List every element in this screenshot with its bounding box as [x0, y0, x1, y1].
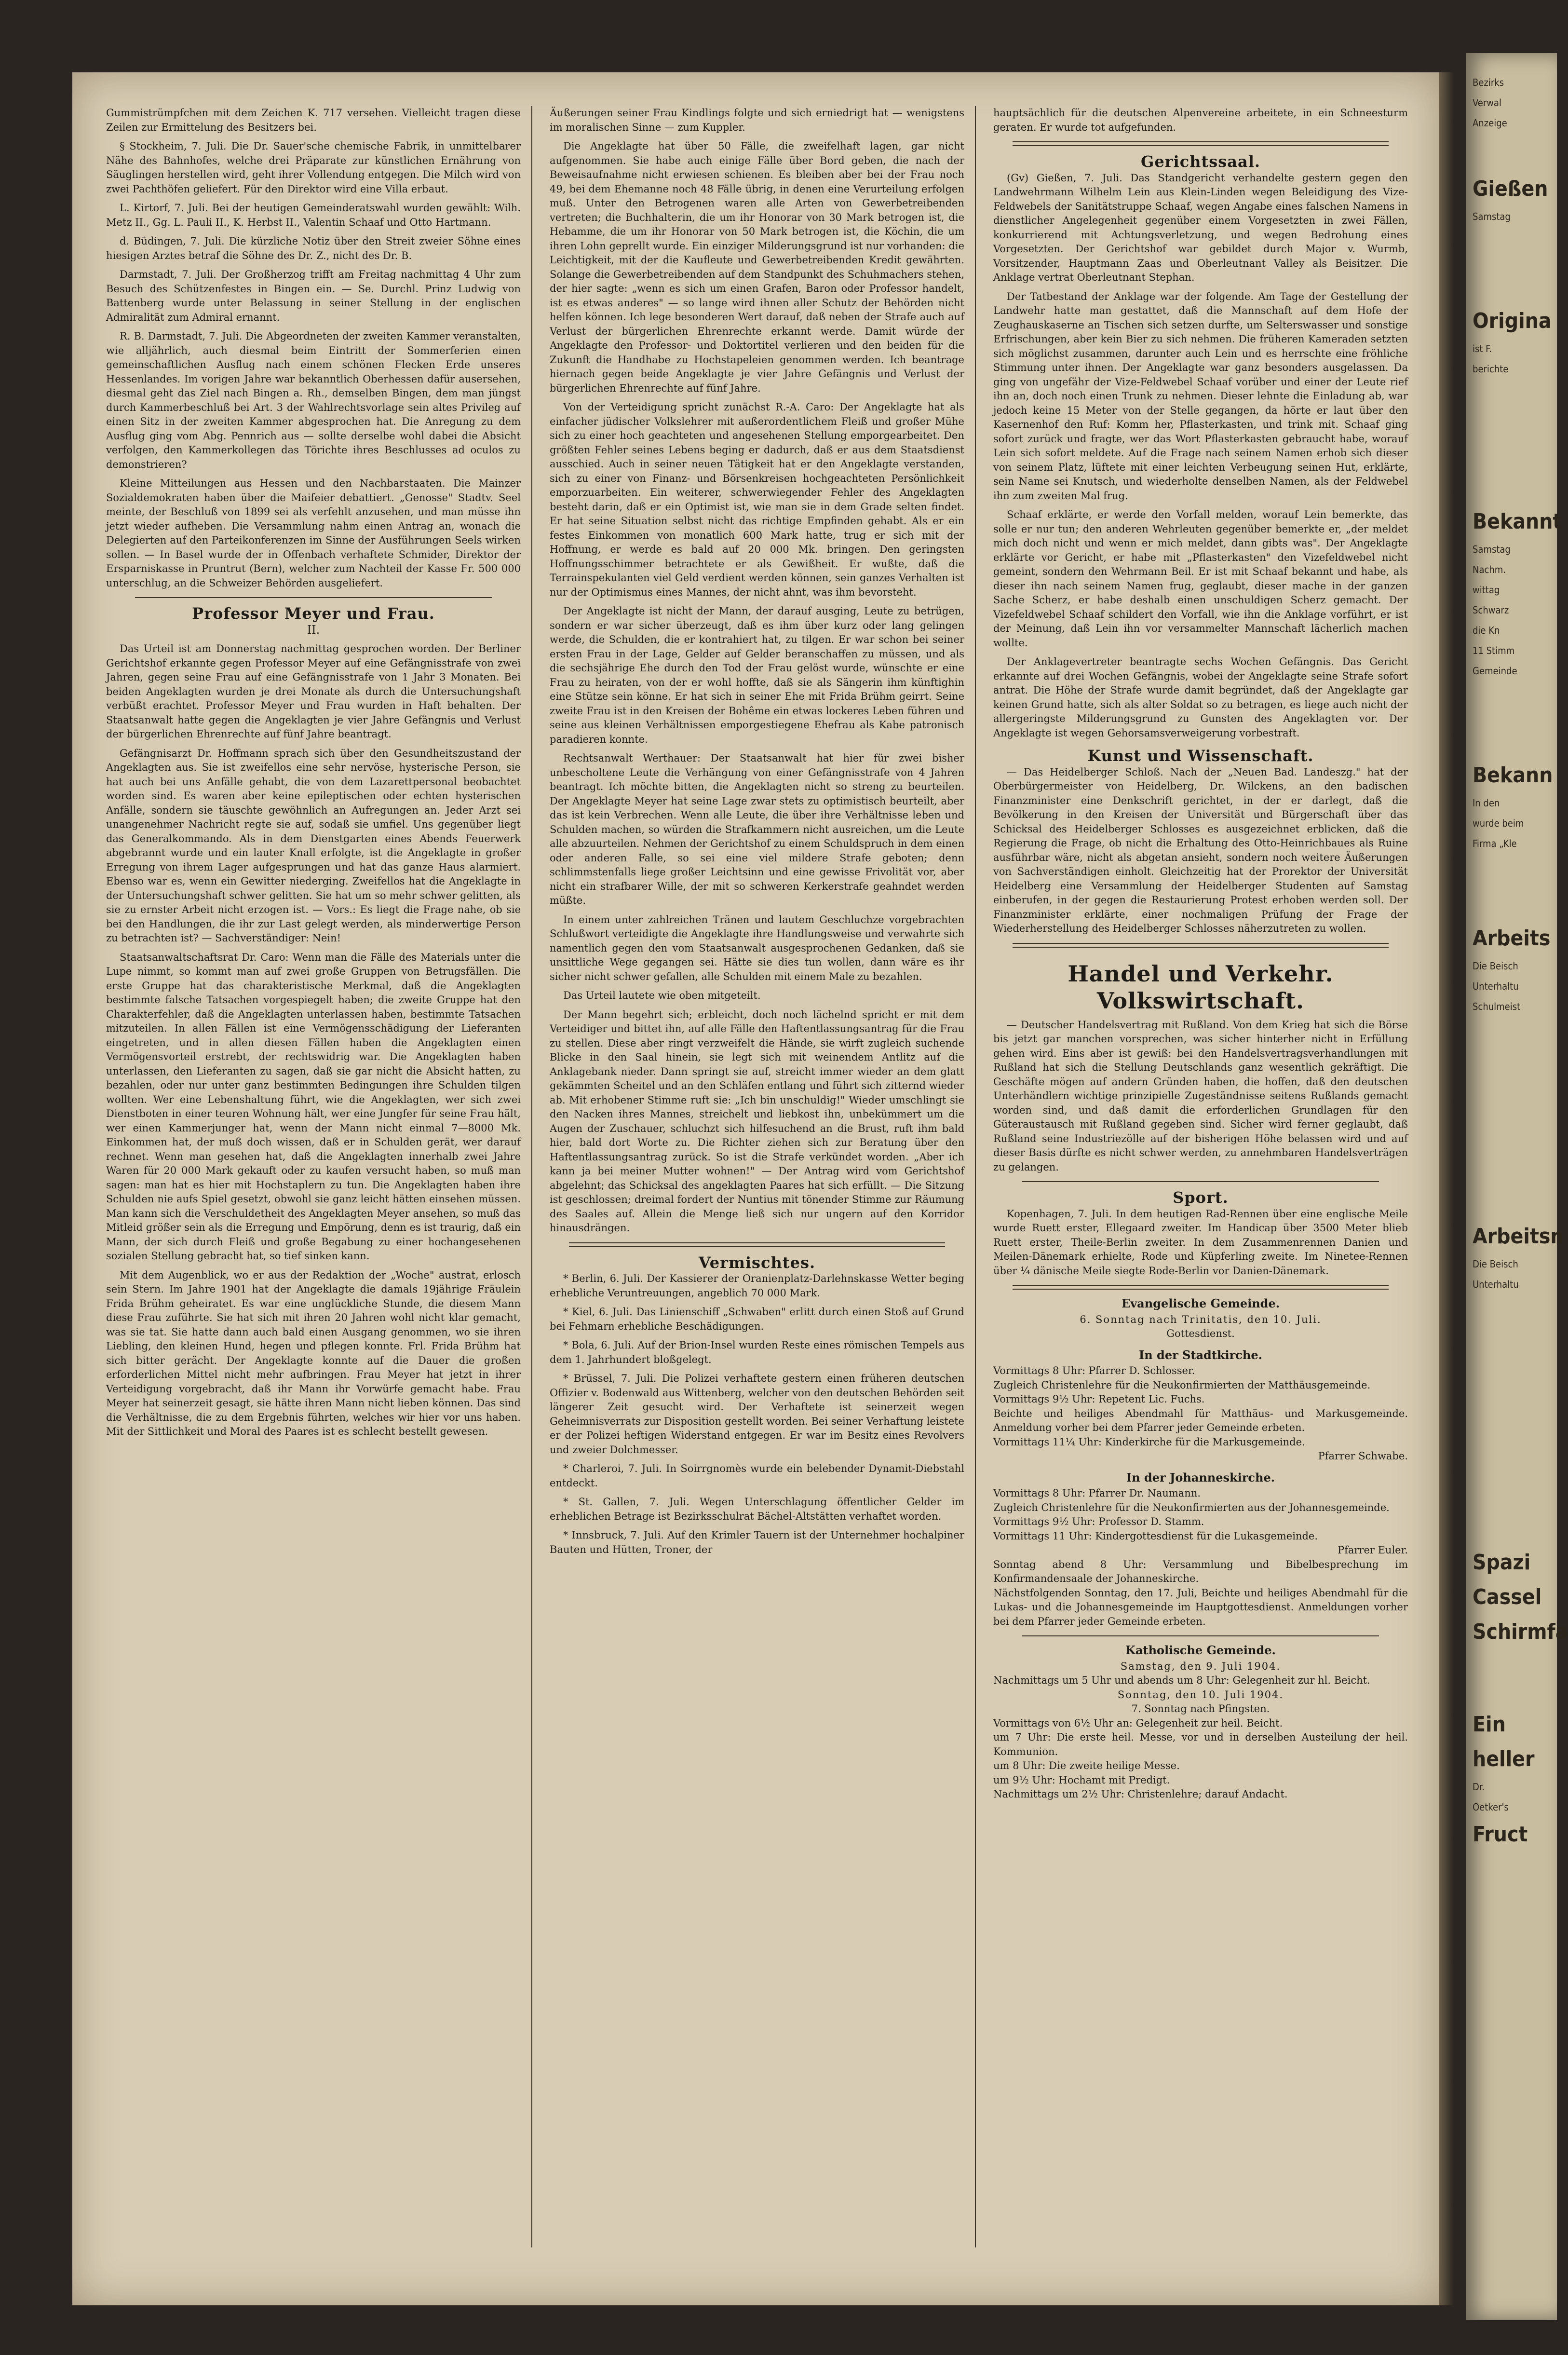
adjacent-page-edge: [1466, 53, 1568, 2320]
article-paragraph: — Deutscher Handelsvertrag mit Rußland. Von dem Krieg hat sich die Börse bis jetzt gar manchen vorsprechen, was sicher hinterher nicht in Erfüllung gehen wird. Eins aber ist gewiß: bei den Handelsvertragsverhandlungen mit Rußland hat sich die Stellung Deutschlands ganz wesentlich gekräftigt. Die Geschäfte mögen auf andern Gründen haben, die hoffen, daß den deutschen Unterhändlern wichtige prinzipielle Zugeständnisse seitens Rußlands gemacht worden sind, und daß damit die erforderlichen Grundlagen für den Güteraustausch mit Rußland gegeben sind. Sicher wird ferner geglaubt, daß Rußland seine Industriezölle auf der bisherigen Höhe belassen wird und auf dieser Basis dürfte es nicht schwer werden, zu annehmbaren Handelsverträgen zu gelangen.: [993, 1019, 1408, 1173]
news-item: § Stockheim, 7. Juli. Die Dr. Sauer'sche chemische Fabrik, in unmittelbarer Nähe des Bahnhofes, welche drei Präparate zur künstlichen Ernährung von Säuglingen herstellen wird, geht ihrer Vollendung entgegen. Die Milch wird von zwei Pachthöfen geliefert. Für den Direktor wird eine Villa erbaut.: [106, 140, 521, 195]
news-item: * Innsbruck, 7. Juli. Auf den Krimler Tauern ist der Unternehmer hochalpiner Bauten und Hütten, Troner, der: [550, 1529, 964, 1555]
fragment: ist F.: [1473, 343, 1492, 354]
news-item: * Bola, 6. Juli. Auf der Brion-Insel wurden Reste eines römischen Tempels aus dem 1. Jahrhundert bloßgelegt.: [550, 1339, 964, 1365]
column-2: [550, 106, 964, 1562]
section-title: Gerichtssaal.: [1140, 152, 1261, 171]
fragment: die Kn: [1473, 625, 1500, 636]
article-part: II.: [307, 623, 320, 637]
fragment: Dr.: [1473, 1781, 1485, 1793]
section-title: Sport.: [1173, 1188, 1229, 1207]
article-paragraph: Staatsanwaltschaftsrat Dr. Caro: Wenn man die Fälle des Materials unter die Lupe nimmt, so kommt man auf zwei große Gruppen von Betrugsfällen. Die erste Gruppe hat das charakteristische Merkmal, daß die Angeklagten bestimmte falsche Tatsachen vorgespiegelt haben; die zweite Gruppe hat den Charakterfehler, daß die Angeklagten unterlassen haben, bestimmte Tatsachen mitzuteilen. In allen Fällen ist eine Vermögensschädigung der Lieferanten eingetreten, und in allen diesen Fällen haben die Angeklagten einen Vermögensvorteil erstrebt, der rechtswidrig war. Die Angeklagten haben unterlassen, den Lieferanten zu sagen, daß sie gar nicht die Absicht hatten, zu bezahlen, oder nur unter ganz bestimmten Bedingungen ihre Schulden tilgen wollten. Wer eine Lebenshaltung führt, wie die Angeklagten, wer sich zwei Dienstboten in einer teuren Wohnung hält, wer eine Jungfer für seine Frau hält, wer einen Kammerjunger hat, wenn der Mann nicht einmal 7—8000 Mk. Einkommen hat, der muß doch wissen, daß er in Schulden gerät, wer darauf rechnet. Wenn man gesehen hat, daß die Angeklagten innerhalb zwei Jahre Waren für 20 000 Mark gekauft oder zu kaufen versucht haben, so muß man sagen: man hat es hier mit Hochstaplern zu tun. Die Angeklagten haben ihre Schulden nie aufs Spiel gesetzt, obwohl sie ganz leicht hätten einsehen müssen. Man kann sich die Verschuldetheit des Angeklagten Meyer ansehen, so muß das Mitleid größer sein als die Erregung und Empörung, denn es ist traurig, daß ein Mann, der sich durch Fleiß und große Begabung zu einer hochangesehenen sozialen Stellung gebracht hat, so tief sinken kann.: [106, 951, 521, 1262]
fragment: Bezirks: [1473, 77, 1504, 88]
church-line: Pfarrer Euler.: [1337, 1544, 1408, 1556]
news-item: * Kiel, 6. Juli. Das Linienschiff „Schwaben" erlitt durch einen Stoß auf Grund bei Fehmarn erhebliche Beschädigungen.: [550, 1306, 964, 1332]
church-line: Zugleich Christenlehre für die Neukonfirmierten aus der Johannesgemeinde.: [993, 1501, 1390, 1513]
church-line: Zugleich Christenlehre für die Neukonfirmierten der Matthäusgemeinde.: [993, 1379, 1371, 1391]
church-title: Evangelische Gemeinde.: [1121, 1296, 1280, 1310]
fragment: Die Beisch: [1473, 960, 1518, 972]
newspaper-page: [72, 72, 1439, 2305]
article-paragraph: Der Tatbestand der Anklage war der folgende. Am Tage der Gestellung der Landwehr hatte man gestattet, daß die Mannschaft auf dem Hofe der Zeughauskaserne an Tischen sich setzen durfte, um Selterswasser und sonstige Erfrischungen, aber kein Bier zu sich nehmen. Die früheren Kameraden setzten sich möglichst zusammen, darunter auch Lein und es herrschte eine fröhliche Stimmung unter ihnen. Der Angeklagte war ganz besonders ausgelassen. Da ging von ungefähr der Vize-Feldwebel Schaaf vorüber und einer der Leute rief ihn an, doch noch einen Trunk zu nehmen. Dieser lehnte die Einladung ab, war jedoch keine 15 Meter von der Stelle gegangen, da hörte er laut über den Kasernenhof den Ruf: Komm her, Pflasterkasten, und trink mit. Schaaf ging sofort zurück und fragte, wer das Wort Pflasterkasten gebraucht habe, worauf Lein sich sofort meldete. Auf die Frage nach seinem Namen erhob sich dieser von seinem Platz, lüftete mit einer leichten Verbeugung seinen Hut, erklärte, sein Name sei Knutsch, und wiederholte denselben Namen, als der Feldwebel ihn zum zweiten Mal frug.: [993, 290, 1408, 502]
article-paragraph: Das Urteil ist am Donnerstag nachmittag gesprochen worden. Der Berliner Gerichtshof erkannte gegen Professor Meyer auf eine Gefängnisstrafe von zwei Jahren, gegen seine Frau auf eine Gefängnisstrafe von 1 Jahr 3 Monaten. Bei beiden Angeklagten wurden je drei Monate als durch die Untersuchungshaft verbüßt erachtet. Professor Meyer und Frau wurden in Haft behalten. Der Staatsanwalt hatte gegen die Angeklagten je vier Jahre Gefängnis und Verlust der bürgerlichen Ehrenrechte auf fünf Jahre beantragt.: [106, 643, 521, 740]
divider: [1013, 141, 1389, 146]
fragment: Gießen: [1473, 177, 1548, 201]
fragment: Oetker's: [1473, 1801, 1509, 1813]
news-item: hauptsächlich für die deutschen Alpenvereine arbeitete, in ein Schneesturm geraten. Er wurde tot aufgefunden.: [993, 107, 1408, 133]
church-subtitle: Gottesdienst.: [1166, 1328, 1235, 1339]
fragment: Die Beisch: [1473, 1258, 1518, 1270]
church-line: Vormittags 9½ Uhr: Professor D. Stamm.: [993, 1516, 1204, 1527]
church-line: Vormittags 8 Uhr: Pfarrer D. Schlosser.: [993, 1365, 1195, 1376]
fragment: Ein: [1473, 1712, 1506, 1737]
fragment: berichte: [1473, 363, 1509, 375]
church-line: Vormittags 11 Uhr: Kindergottesdienst für die Lukasgemeinde.: [993, 1530, 1318, 1542]
news-item: Kleine Mitteilungen aus Hessen und den Nachbarstaaten. Die Mainzer Sozialdemokraten haben über die Maifeier debattiert. „Genosse" Stadtv. Seel meinte, der Beschluß von 1899 sei als verfehlt anzusehen, und man müsse ihn jetzt wieder aufheben. Die Versammlung nahm einen Antrag an, wonach die Delegierten auf den Parteikonferenzen im Sinne der Ausführungen Seels wirken sollen. — In Basel wurde der in Offenbach verhaftete Schmider, Direktor der Ersparniskasse in Pruntrut (Bern), welcher zum Nachteil der Kasse Fr. 500 000 unterschlug, an die Schweizer Behörden ausgeliefert.: [106, 477, 521, 589]
fragment: Nachm.: [1473, 564, 1506, 575]
fragment: Fruct: [1473, 1822, 1528, 1847]
church-subtitle: In der Johanneskirche.: [1126, 1470, 1275, 1484]
section-title: Handel und Verkehr. Volkswirtschaft.: [1068, 960, 1334, 1014]
article-title: Professor Meyer und Frau.: [192, 604, 435, 623]
fragment: Gemeinde: [1473, 665, 1517, 677]
divider: [1022, 1635, 1379, 1636]
church-line: Vormittags 8 Uhr: Pfarrer Dr. Naumann.: [993, 1487, 1201, 1499]
divider: [1022, 1181, 1379, 1182]
article-paragraph: Von der Verteidigung spricht zunächst R.-A. Caro: Der Angeklagte hat als einfacher jüdischer Volkslehrer mit außerordentlichem Fleiß und großer Mühe sich zu einer hoch geachteten und angesehenen Stellung emporgearbeitet. Den größten Fehler seines Lebens beging er dadurch, daß er aus dem Staatsdienst ausschied. Auch in seiner neuen Tätigkeit hat er den Angeklagte verstanden, sich zu einer von Finanz- und Börsenkreisen hochgeachteten Persönlichkeit emporzuarbeiten. Ein weiterer, schwerwiegender Fehler des Angeklagten besteht darin, daß er ein Optimist ist, wie man sie in dem Grade selten findet. Er hat seine Situation selbst nicht das richtige Empfinden gehabt. Als er ein festes Einkommen von monatlich 600 Mark hatte, trug er sich mit der Hoffnung, er werde es bald auf 20 000 Mk. bringen. Den geringsten Hoffnungsschimmer betrachtete er als Gewißheit. Er wußte, daß die Terrainspekulanten viel Geld verdient werden können, sein ganzes Verhalten ist nur der Optimismus eines Mannes, der nicht ahnt, was ihm bevorsteht.: [550, 401, 964, 598]
fragment: Schwarz: [1473, 604, 1509, 616]
news-item: * St. Gallen, 7. Juli. Wegen Unterschlagung öffentlicher Gelder im erheblichen Betrage ist Bezirksschulrat Bächel-Altstätten verhaftet worden.: [550, 1496, 964, 1522]
fragment: Samstag: [1473, 211, 1511, 222]
divider: [1013, 943, 1389, 948]
article-paragraph: Kopenhagen, 7. Juli. In dem heutigen Rad-Rennen über eine englische Meile wurde Ruett erster, Ellegaard zweiter. Im Handicap über 3500 Meter blieb Ruett erster, Theile-Berlin zweiter. In dem Zusammenrennen Danien und Meilen-Dänemark erhielte, Rode und Küpferling zweite. Im Ninetee-Rennen über ¼ dänische Meile siegte Rode-Berlin vor Danien-Dänemark.: [993, 1208, 1408, 1277]
column-3: [993, 106, 1408, 1802]
fragment: Bekann: [1473, 763, 1553, 788]
article-paragraph: Äußerungen seiner Frau Kindlings folgte und sich erniedrigt hat — wenigstens im moralischen Sinne — zum Kuppler.: [550, 107, 964, 133]
fragment: Arbeits: [1473, 926, 1551, 951]
church-line: Nachmittags um 2½ Uhr: Christenlehre; darauf Andacht.: [993, 1788, 1288, 1800]
church-line: um 8 Uhr: Die zweite heilige Messe.: [993, 1760, 1180, 1771]
church-line: Vormittags 11¼ Uhr: Kinderkirche für die Markusgemeinde.: [993, 1436, 1305, 1448]
article-paragraph: In einem unter zahlreichen Tränen und lautem Geschluchze vorgebrachten Schlußwort verteidigte die Angeklagte ihre Handlungsweise und verwahrte sich namentlich gegen den vom Staatsanwalt ausgesprochenen Gedanken, daß sie unsittliche Wege gegangen sei. Hätte sie dies tun wollen, dann wäre es ihr sicher nicht schwer gefallen, alle Schulden mit einem Male zu bezahlen.: [550, 913, 964, 982]
news-item: Gummistrümpfchen mit dem Zeichen K. 717 versehen. Vielleicht tragen diese Zeilen zur Ermittelung des Besitzers bei.: [106, 107, 521, 133]
church-line: Vormittags von 6½ Uhr an: Gelegenheit zur heil. Beicht.: [993, 1717, 1283, 1729]
fragment: Schirmfa: [1473, 1620, 1568, 1644]
article-paragraph: Der Anklagevertreter beantragte sechs Wochen Gefängnis. Das Gericht erkannte auf drei Wochen Gefängnis, wobei der Angeklagte seine Strafe sofort antrat. Die Höhe der Strafe wurde damit begründet, daß der Angeklagte gar keinen Grund hatte, sich als alter Soldat so zu betragen, es liege auch nicht der allergeringste Milderungsgrund zu Gunsten des Angeklagten vor. Der Angeklagte ist wegen Gehorsamsverweigerung vorbestraft.: [993, 656, 1408, 739]
article-paragraph: Mit dem Augenblick, wo er aus der Redaktion der „Woche" austrat, erlosch sein Stern. Im Jahre 1901 hat der Angeklagte die damals 19jährige Fräulein Frida Brühm geheiratet. Es war eine unglückliche Stunde, die diesem Mann diese Frau zuführte. Sie hat sich mit ihren 20 Jahren wohl nicht klar gemacht, was sie tat. Sie hatte dann auch bald einen Ausgang genommen, wo sie ihren Liebling, den kleinen Hund, hegen und pflegen konnte. Frl. Frida Brühm hat sich bitter gerächt. Der Angeklagte konnte auf die Dauer die großen erforderlichen Mittel nicht mehr aufbringen. Frau Meyer hat jetzt in ihrer Verteidigung vorgebracht, daß ihr Mann ihr Vorwürfe gemacht habe. Frau Meyer hat seinerzeit gesagt, sie hätte ihren Mann nicht lieben können. Das sind die Verhältnisse, die zu dem Ergebnis führten, welches wir hier vor uns haben. Mit der Sittlichkeit und Moral des Paares ist es schlecht bestellt gewesen.: [106, 1269, 521, 1437]
fragment: Samstag: [1473, 544, 1511, 555]
article-paragraph: Gefängnisarzt Dr. Hoffmann sprach sich über den Gesundheitszustand der Angeklagten aus. Sie ist zweifellos eine sehr nervöse, hysterische Person, sie hat auch bei uns Anfälle gehabt, die von dem Lazarettpersonal beobachtet worden sind. Es waren aber keine epileptischen oder echten hysterischen Anfälle, sondern sie täuschte gewöhnlich an Aufregungen an. Jeder Arzt sei unangenehmer Nachricht regte sie auf, sodaß sie umfiel. Uns gegenüber liegt das Generalkommando. Als in dem Dienstgarten eines Abends Feuerwerk abgebrannt wurde und ein lauter Knall erfolgte, ist die Angeklagte in großer Erregung von ihrem Lager aufgesprungen und hat das ganze Haus alarmiert. Ebenso war es, wenn ein Gewitter niederging. Zweifellos hat die Angeklagte in der Untersuchungshaft schwer gelitten. Sie hat um so mehr schwer gelitten, als sie zu ernster Arbeit nicht erzogen ist. — Vors.: Es liegt die Frage nahe, ob sie bei den Handlungen, die ihr zur Last gelegt werden, als minderwertige Person zu betrachten ist? — Sachverständiger: Nein!: [106, 747, 521, 944]
news-item: * Charleroi, 7. Juli. In Soirrgnomès wurde ein belebender Dynamit-Diebstahl entdeckt.: [550, 1463, 964, 1489]
news-item: R. B. Darmstadt, 7. Juli. Die Abgeordneten der zweiten Kammer veranstalten, wie alljährlich, auch diesmal beim Eintritt der Sommerferien einen gemeinschaftlichen Ausflug nach einem schönen Flecken Erde unseres Hessenlandes. Im vorigen Jahre war bekanntlich Oberhessen dafür ausersehen, diesmal geht das Ziel nach Bingen a. Rh., demselben Bingen, dem man jüngst durch Kammerbeschluß bei Art. 3 der Wahlrechtsvorlage sein altes Privileg auf einen Sitz in der zweiten Kammer abgesprochen hat. Die Anregung zu dem Ausflug ging vom Abg. Pennrich aus — sollte derselbe wohl dabei die Absicht verfolgen, den Kammerkollegen das Törichte ihres Beschlusses ad oculos zu demonstrieren?: [106, 330, 521, 470]
church-line: Pfarrer Schwabe.: [1318, 1450, 1408, 1462]
fragment: Schulmeist: [1473, 1001, 1521, 1012]
fragment: Anzeige: [1473, 117, 1507, 129]
article-paragraph: Rechtsanwalt Werthauer: Der Staatsanwalt hat hier für zwei bisher unbescholtene Leute die Verhängung von einer Gefängnisstrafe von 4 Jahren beantragt. Ich möchte bitten, die Angeklagten nicht so streng zu beurteilen. Der Angeklagte Meyer hat seine Lage zwar stets zu optimistisch beurteilt, aber das ist kein Verbrechen. Wenn alle Leute, die über ihre Verhältnisse leben und Schulden machen, so würden die Strafkammern nicht ausreichen, um die Leute alle abzuurteilen. Nehmen der Gerichtshof zu einem Schuldspruch in dem einen oder anderen Falle, so sei eine viel mildere Strafe geboten; denn schlimmstenfalls liege großer Leichtsinn und eine gewisse Frivolität vor, aber nicht ein strafbarer Wille, der mit so schweren Kerkerstrafe geahndet werden müßte.: [550, 752, 964, 906]
news-item: * Berlin, 6. Juli. Der Kassierer der Oranienplatz-Darlehnskasse Wetter beging erhebliche Veruntreuungen, angeblich 70 000 Mark.: [550, 1273, 964, 1299]
column-1: [106, 106, 521, 1444]
article-paragraph: Der Mann begehrt sich; erbleicht, doch noch lächelnd spricht er mit dem Verteidiger und bittet ihn, auf alle Fälle den Haftentlassungsantrag für die Frau zu stellen. Diese aber ringt verzweifelt die Hände, sie wirft zugleich suchende Blicke in den Saal hinein, sie legt sich mit weinendem Antlitz auf die Anklagebank nieder. Dann springt sie auf, streicht immer wieder an dem glatt gekämmten Scheitel und an den Schläfen entlang und führt sich zitternd wieder ab. Mit erhobener Stimme ruft sie: „Ich bin unschuldig!" Wieder umschlingt sie den Nacken ihres Mannes, streichelt und liebkost ihn, unbekümmert um die Augen der Zuschauer, schluchzt sich hilfesuchend an die Brust, ruft ihm bald hier, bald dort Worte zu. Die Richter ziehen sich zur Beratung über den Haftentlassungsantrag zurück. So ist die Strafe verkündet worden. „Aber ich kann ja bei meiner Mutter wohnen!" — Der Antrag wird vom Gerichtshof abgelehnt; das Schicksal des angeklagten Paares hat sich erfüllt. — Die Sitzung ist geschlossen; dreimal fordert der Nuntius mit tönender Stimme zur Räumung des Saales auf. Allein die Menge ließ sich nur ungern auf den Korridor hinausdrängen.: [550, 1008, 964, 1234]
fragment: Origina: [1473, 309, 1552, 333]
column-rule: [531, 106, 532, 2247]
fragment: Arbeitsn: [1473, 1224, 1564, 1249]
church-line: Samstag, den 9. Juli 1904.: [1120, 1660, 1281, 1672]
divider: [569, 1242, 945, 1247]
church-date: 6. Sonntag nach Trinitatis, den 10. Juli.: [1080, 1313, 1322, 1325]
news-item: * Brüssel, 7. Juli. Die Polizei verhaftete gestern einen früheren deutschen Offizier v. Bodenwald aus Wittenberg, welcher von den deutschen Behörden seit längerer Zeit gesucht wird. Der Verhaftete ist seinerzeit wegen Geheimnisverrats zur Disposition gestellt worden. Bei seiner Verhaftung leistete er der Polizei heftigen Widerstand entgegen. Er war im Besitz eines Revolvers und zweier Dolchmesser.: [550, 1373, 964, 1456]
fragment: wittag: [1473, 584, 1500, 596]
church-line: Nachmittags um 5 Uhr und abends um 8 Uhr: Gelegenheit zur hl. Beicht.: [993, 1674, 1370, 1686]
fragment: Spazi: [1473, 1550, 1531, 1575]
divider: [1013, 1285, 1389, 1290]
article-paragraph: Schaaf erklärte, er werde den Vorfall melden, worauf Lein bemerkte, das solle er nur tun; den anderen Wehrleuten gegenüber bemerkte er, „der meldet mich doch nicht und wenn er mich meldet, dann gibts was". Der Angeklagte erklärte vor Gericht, er habe mit „Pflasterkasten" den Vizefeldwebel nicht gemeint, sondern den Wehrmann Beil. Er ist mit Schaaf bekannt und habe, als dieser ihn nach seinem Namen frug, geglaubt, dieser mache in der ganzen Sache Scherz, er habe deshalb einen unschuldigen Scherz gemacht. Der Vizefeldwebel Schaaf schildert den Vorfall, wie ihn die Anklage vorführt, er ist der Meinung, daß Lein ihn vor versammelter Mannschaft lächerlich machen wollte.: [993, 509, 1408, 649]
church-subtitle: In der Stadtkirche.: [1139, 1348, 1262, 1362]
fragment: Firma „Kle: [1473, 838, 1517, 849]
fragment: Verwal: [1473, 97, 1501, 109]
article-paragraph: Der Angeklagte ist nicht der Mann, der darauf ausging, Leute zu betrügen, sondern er war sicher überzeugt, daß es ihm über kurz oder lang gelingen werde, die Schulden, die er kontrahiert hat, zu tilgen. Er war schon bei seiner ersten Frau in der Lage, Gelder auf Gelder beranschaffen zu müssen, und als die sechsjährige Ehe durch den Tod der Frau gelöst wurde, wünschte er eine Frau zu heiraten, von der er wohl hoffte, daß sie als Sängerin ihm künftighin eine Stütze sein könne. Er hat sich in seiner Ehe mit Frida Brühm geirrt. Seine zweite Frau ist in den Kreisen der Bohême ein etwas lockeres Leben führen und seine aus kleinen Verhältnissen emporgestiegene Ehefrau als Kabe patronisch paradieren konnte.: [550, 605, 964, 745]
fragment: 11 Stimm: [1473, 645, 1515, 656]
church-line: Vormittags 9½ Uhr: Repetent Lic. Fuchs.: [993, 1393, 1205, 1405]
news-item: d. Büdingen, 7. Juli. Die kürzliche Notiz über den Streit zweier Söhne eines hiesigen Arztes betraf die Söhne des Dr. Z., nicht des Dr. B.: [106, 235, 521, 261]
news-item: L. Kirtorf, 7. Juli. Bei der heutigen Gemeinderatswahl wurden gewählt: Wilh. Metz II., Gg. L. Pauli II., K. Herbst II., Valentin Schaaf und Otto Hartmann.: [106, 202, 521, 228]
church-line: Sonntag abend 8 Uhr: Versammlung und Bibelbesprechung im Konfirmandensaale der Johanneskirche.: [993, 1558, 1408, 1584]
column-rule: [975, 106, 976, 2247]
divider: [135, 597, 492, 598]
church-line: 7. Sonntag nach Pfingsten.: [1131, 1703, 1270, 1715]
fragment: In den: [1473, 797, 1500, 809]
fragment: wurde beim: [1473, 817, 1524, 829]
section-title: Kunst und Wissenschaft.: [1087, 747, 1314, 765]
fragment: heller: [1473, 1747, 1535, 1771]
church-line: um 9½ Uhr: Hochamt mit Predigt.: [993, 1774, 1170, 1786]
church-notices: [993, 1296, 1408, 1802]
article-paragraph: Die Angeklagte hat über 50 Fälle, die zweifelhaft lagen, gar nicht aufgenommen. Sie habe auch einige Fälle über Bord geben, die nach der Beweisaufnahme nicht erwiesen schienen. Es bleiben aber bei der Frau noch 49, bei dem Ehemanne noch 48 Fälle übrig, in denen eine Verurteilung erfolgen muß. Unter den Betrogenen waren alle Arten von Gewerbetreibenden vertreten; die Buchhalterin, die um ihr Honorar von 30 Mark betrogen ist, die Hebamme, die um ihr Honorar von 50 Mark betrogen ist, die Köchin, die um ihren Lohn geprellt wurde. Ein einziger Milderungsgrund ist nur vorhanden: die Leichtigkeit, mit der die Kaufleute und Gewerbetreibenden Kredit gewährten. Solange die Gewerbetreibenden auf dem Standpunkt des Schuhmachers stehen, der hier sagte: „wenn es sich um einen Grafen, Baron oder Professor handelt, ist es etwas anderes" — so lange wird ihnen aller Schutz der Behörden nicht helfen können. Ich lege besonderen Wert darauf, daß neben der Strafe auch auf Verlust der bürgerlichen Ehrenrechte erkannt werde. Damit würde der Angeklagte den Professor- und Doktortitel verlieren und den beiden für die Zukunft die Handhabe zu Hochstapeleien genommen werden. Ich beantrage hiernach gegen beide Angeklagte je vier Jahre Gefängnis und Verlust der bürgerlichen Ehrenrechte auf fünf Jahre.: [550, 140, 964, 394]
article-paragraph: Das Urteil lautete wie oben mitgeteilt.: [563, 990, 761, 1001]
church-line: Beichte und heiliges Abendmahl für Matthäus- und Markusgemeinde. Anmeldung vorher bei dem Pfarrer jeder Gemeinde erbeten.: [993, 1407, 1408, 1433]
section-title: Vermischtes.: [698, 1253, 816, 1272]
church-title: Katholische Gemeinde.: [1125, 1643, 1276, 1657]
article-paragraph: — Das Heidelberger Schloß. Nach der „Neuen Bad. Landeszg." hat der Oberbürgermeister von Heidelberg, Dr. Wilckens, an den badischen Finanzminister eine Denkschrift gerichtet, in der er darlegt, daß die Bevölkerung in den Kreisen der Universität und Bürgerschaft über das Schicksal des Heidelberger Schlosses es ausgezeichnet erblicken, daß die Regierung die Frage, ob nicht die Erhaltung des Otto-Heinrichbaues als Ruine ausführbar wäre, nicht als abgetan ansieht, sondern noch weitere Äußerungen von Sachverständigen einholt. Gleichzeitig hat der Prorektor der Universität Heidelberg eine Versammlung der Heidelberger Studenten auf Samstag einberufen, in der gegen die Restaurierung Protest erhoben werden soll. Der Finanzminister erklärte, einer nochmaligen Prüfung der Frage der Wiederherstellung des Heidelberger Schlosses näherzutreten zu wollen.: [993, 766, 1408, 934]
church-line: Nächstfolgenden Sonntag, den 17. Juli, Beichte und heiliges Abendmahl für die Lukas- und die Johannesgemeinde im Hauptgottesdienst. Anmeldungen vorher bei dem Pfarrer jeder Gemeinde erbeten.: [993, 1587, 1408, 1627]
fragment: Cassel: [1473, 1585, 1542, 1609]
news-item: Darmstadt, 7. Juli. Der Großherzog trifft am Freitag nachmittag 4 Uhr zum Besuch des Schützenfestes in Bingen ein. — Se. Durchl. Prinz Ludwig von Battenberg wurde unter Belassung in seiner Stellung in der englischen Admiralität zum Admiral ernannt.: [106, 269, 521, 323]
church-line: Sonntag, den 10. Juli 1904.: [1117, 1688, 1284, 1701]
church-line: um 7 Uhr: Die erste heil. Messe, vor und in derselben Austeilung der heil. Kommunion.: [993, 1731, 1408, 1757]
fragment: Unterhaltu: [1473, 1279, 1519, 1290]
fragment: Bekannt: [1473, 509, 1562, 534]
fragment: Unterhaltu: [1473, 980, 1519, 992]
article-paragraph: (Gv) Gießen, 7. Juli. Das Standgericht verhandelte gestern gegen den Landwehrmann Wilhelm Lein aus Klein-Linden wegen Beleidigung des Vize-Feldwebels der Sanitätstruppe Schaaf, wegen Angabe eines falschen Namens in dienstlicher Angelegenheit gegenüber einem Vorgesetzten in zwei Fällen, konkurrierend mit Achtungsverletzung, und wegen Bedrohung eines Vorgesetzten. Der Gerichtshof war gebildet durch Major v. Wurmb, Vorsitzender, Hauptmann Zaas und Oberleutnant Valley als Beisitzer. Die Anklage vertrat Oberleutnant Stephan.: [993, 172, 1408, 283]
page-gutter: [1439, 72, 1454, 2305]
